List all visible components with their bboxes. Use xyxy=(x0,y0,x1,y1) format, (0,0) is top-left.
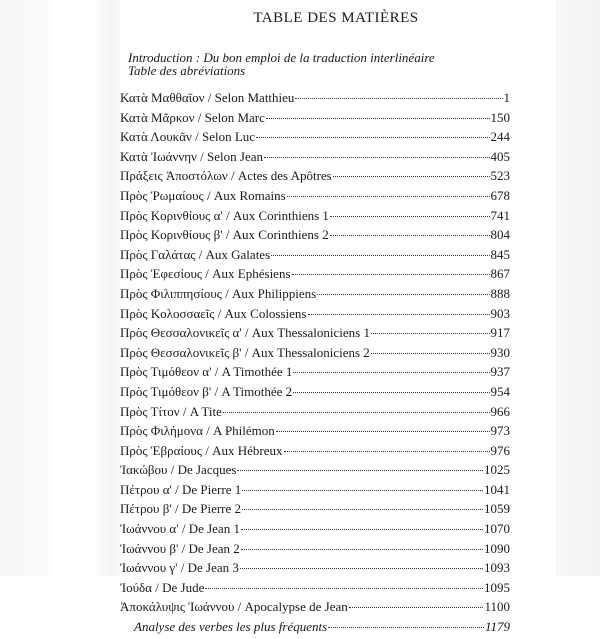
entry-title: Analyse des verbes les plus fréquents xyxy=(134,619,328,635)
toc-entry xyxy=(120,227,510,247)
entry-page: 150 xyxy=(490,109,510,125)
toc-entry xyxy=(120,110,510,130)
toc-entry xyxy=(120,443,510,463)
toc-entry xyxy=(120,423,510,443)
entry-page: 973 xyxy=(490,423,510,439)
toc-entry xyxy=(120,286,510,306)
entry-title: Πράξεις Ἀποστόλων / Actes des Apôtres xyxy=(120,168,332,184)
dot-leader xyxy=(241,529,483,530)
dot-leader xyxy=(237,470,483,471)
dot-leader xyxy=(256,137,489,138)
entry-page: 804 xyxy=(490,227,510,243)
toc-entry xyxy=(120,149,510,169)
dot-leader xyxy=(241,549,483,550)
toc-entry xyxy=(120,90,510,110)
dot-leader xyxy=(293,392,489,393)
entry-page: 405 xyxy=(490,148,510,164)
entry-title: Πρὸς Κορινθίους α' / Aux Corinthiens 1 xyxy=(120,207,329,223)
entry-title: Ἰωάννου β' / De Jean 2 xyxy=(120,540,240,556)
entry-page: 917 xyxy=(490,325,510,341)
entry-page: 678 xyxy=(490,187,510,203)
entry-page: 966 xyxy=(490,403,510,419)
toc-entry xyxy=(120,208,510,228)
entry-page: 888 xyxy=(490,285,510,301)
toc-entry xyxy=(120,599,510,619)
toc-entry xyxy=(120,580,510,600)
entry-page: 1100 xyxy=(484,599,510,615)
entry-title: Πρὸς Τιμόθεον β' / A Timothée 2 xyxy=(120,383,293,399)
toc-entry xyxy=(120,521,510,541)
entry-title: Ἀποκάλυψις Ἰωάννου / Apocalypse de Jean xyxy=(120,599,348,615)
entry-page: 867 xyxy=(490,266,510,282)
entry-title: Πρὸς Θεσσαλονικεῖς α' / Aux Thessaloniciens 1 xyxy=(120,325,370,341)
toc-entry xyxy=(120,306,510,326)
dot-leader xyxy=(333,176,490,177)
entry-title: Πρὸς Γαλάτας / Aux Galates xyxy=(120,246,271,262)
toc-entry xyxy=(120,345,510,365)
toc-entry-final xyxy=(120,619,510,639)
dot-leader xyxy=(293,372,489,373)
entry-title: Ἰωάννου α' / De Jean 1 xyxy=(120,521,240,537)
entry-title: Ἰακώβου / De Jacques xyxy=(120,462,237,478)
entry-title: Πρὸς Ἑβραίους / Aux Hébreux xyxy=(120,442,283,458)
entry-page: 903 xyxy=(490,305,510,321)
toc-entry xyxy=(120,462,510,482)
entry-page: 523 xyxy=(490,168,510,184)
intro-block xyxy=(128,51,548,77)
toc-entry xyxy=(120,129,510,149)
toc-entry xyxy=(120,560,510,580)
entry-title: Πρὸς Ῥωμαίους / Aux Romains xyxy=(120,187,286,203)
toc-entry xyxy=(120,541,510,561)
dot-leader xyxy=(284,451,490,452)
dot-leader xyxy=(308,314,490,315)
toc-entry xyxy=(120,247,510,267)
dot-leader xyxy=(371,353,490,354)
entry-page: 1 xyxy=(503,90,510,105)
entry-title: Πρὸς Ἐφεσίους / Aux Ephésiens xyxy=(120,266,291,282)
dot-leader xyxy=(328,627,484,628)
entry-page: 845 xyxy=(490,246,510,262)
entry-title: Κατὰ Μαθθαῖον / Selon Matthieu xyxy=(120,90,295,105)
entry-title: Κατὰ Ἰωάννην / Selon Jean xyxy=(120,148,263,164)
entry-title: Ἰωάννου γ' / De Jean 3 xyxy=(120,560,239,576)
toc-entry xyxy=(120,325,510,345)
toc-entry xyxy=(120,266,510,286)
entry-page: 1095 xyxy=(484,579,510,595)
left-page-edge xyxy=(0,0,52,576)
entry-page: 1179 xyxy=(484,619,510,635)
toc-entry xyxy=(120,482,510,502)
toc-entry xyxy=(120,168,510,188)
dot-leader xyxy=(264,157,490,158)
entry-title: Πέτρου β' / De Pierre 2 xyxy=(120,501,242,517)
entry-page: 1070 xyxy=(484,521,510,537)
entry-title: Πρὸς Τίτον / A Tite xyxy=(120,403,222,419)
entry-page: 954 xyxy=(490,383,510,399)
dot-leader xyxy=(317,294,489,295)
entry-title: Πρὸς Φιλήμονα / A Philémon xyxy=(120,423,275,439)
toc-entry xyxy=(120,501,510,521)
dot-leader xyxy=(276,431,490,432)
toc-entry xyxy=(120,384,510,404)
entry-title: Κατὰ Μᾶρκον / Selon Marc xyxy=(120,109,265,125)
entry-title: Πρὸς Κορινθίους β' / Aux Corinthiens 2 xyxy=(120,227,329,243)
entry-page: 741 xyxy=(490,207,510,223)
toc-entry xyxy=(120,404,510,424)
entry-title: Κατὰ Λουκᾶν / Selon Luc xyxy=(120,129,256,145)
entry-page: 976 xyxy=(490,442,510,458)
dot-leader xyxy=(271,255,489,256)
dot-leader xyxy=(295,98,502,99)
entry-title: Πρὸς Θεσσαλονικεῖς β' / Aux Thessaloniciens 2 xyxy=(120,344,370,360)
entry-page: 244 xyxy=(490,129,510,145)
dot-leader xyxy=(287,196,490,197)
dot-leader xyxy=(266,118,490,119)
entry-page: 937 xyxy=(490,364,510,380)
dot-leader xyxy=(240,568,483,569)
dot-leader xyxy=(371,333,490,334)
dot-leader xyxy=(223,412,490,413)
page-title: TABLE DES MATIÈRES xyxy=(253,10,419,26)
toc-list xyxy=(120,90,510,639)
dot-leader xyxy=(242,490,483,491)
dot-leader xyxy=(330,216,490,217)
entry-page: 1059 xyxy=(484,501,510,517)
entry-title: Ἰούδα / De Jude xyxy=(120,579,205,595)
entry-page: 1090 xyxy=(484,540,510,556)
entry-page: 1025 xyxy=(484,462,510,478)
toc-entry xyxy=(120,364,510,384)
dot-leader xyxy=(242,509,483,510)
intro-line: Introduction : Du bon emploi de la traduction interlinéaire xyxy=(128,50,435,65)
toc-page xyxy=(108,0,564,635)
dot-leader xyxy=(205,588,483,589)
intro-line: Table des abréviations xyxy=(128,63,246,78)
dot-leader xyxy=(292,274,490,275)
entry-page: 1041 xyxy=(484,481,510,497)
toc-entry xyxy=(120,188,510,208)
entry-title: Πέτρου α' / De Pierre 1 xyxy=(120,481,242,497)
entry-title: Πρὸς Κολοσσαεῖς / Aux Colossiens xyxy=(120,305,307,321)
entry-page: 1093 xyxy=(484,560,510,576)
entry-title: Πρὸς Τιμόθεον α' / A Timothée 1 xyxy=(120,364,293,380)
entry-page: 930 xyxy=(490,344,510,360)
dot-leader xyxy=(349,607,484,608)
dot-leader xyxy=(330,235,490,236)
entry-title: Πρὸς Φιλιππησίους / Aux Philippiens xyxy=(120,285,317,301)
